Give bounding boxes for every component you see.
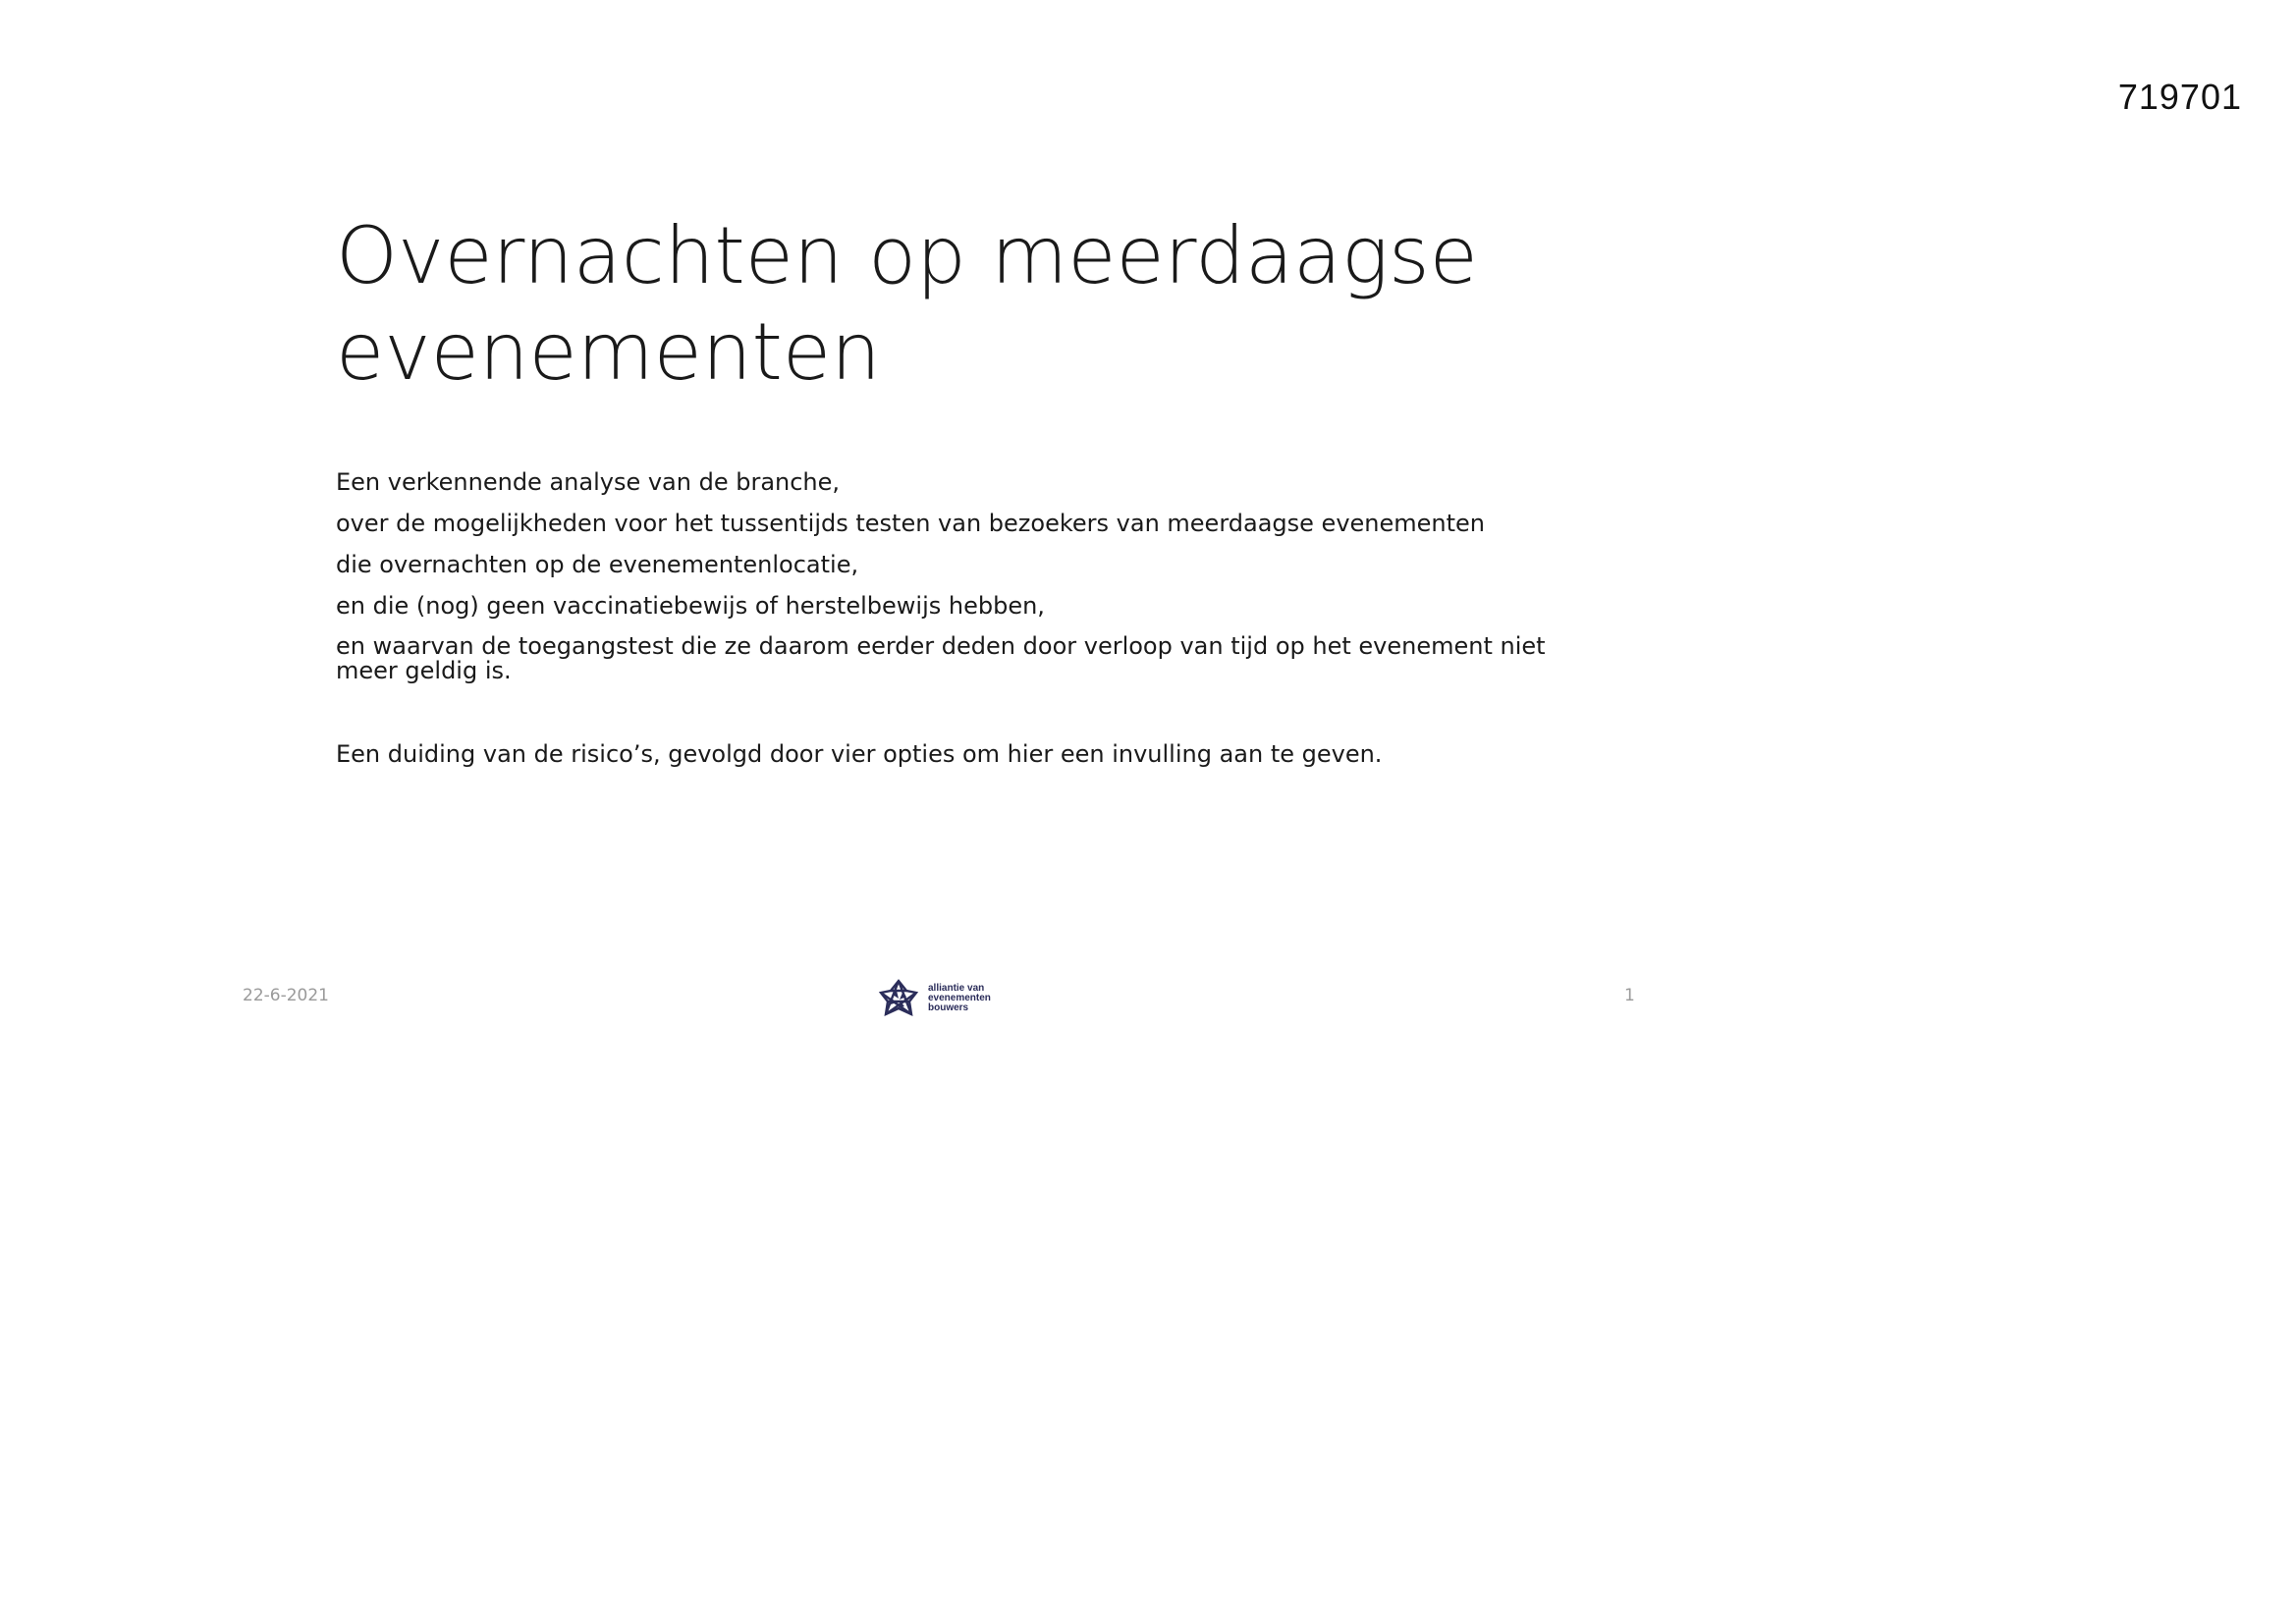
body-line: Een verkennende analyse van de branche,: [336, 468, 841, 496]
slide-title-line: evenementen: [336, 306, 881, 398]
footer-logo: [877, 977, 991, 1020]
slide-body: [336, 461, 1613, 683]
body-line: meer geldig is.: [336, 657, 512, 684]
logo-text-line: alliantie van: [928, 983, 985, 994]
slide-title: [336, 208, 1613, 401]
footer-page-number: 1: [1624, 986, 1635, 1005]
logo-text-line: bouwers: [928, 1002, 969, 1013]
logo-text-line: evenementen: [928, 993, 991, 1003]
star-lattice-logo-icon: [877, 977, 920, 1020]
slide-title-line: Overnachten op meerdaagse: [336, 210, 1478, 301]
footer-date: 22-6-2021: [243, 986, 329, 1005]
document-id: 719701: [2117, 77, 2242, 117]
body-line: die overnachten op de evenementenlocatie,: [336, 551, 859, 578]
body-line: en die (nog) geen vaccinatiebewijs of herstelbewijs hebben,: [336, 592, 1045, 620]
closing-line: Een duiding van de risico’s, gevolgd door vier opties om hier een invulling aan te geven.: [336, 740, 1383, 768]
body-line: over de mogelijkheden voor het tussentijds testen van bezoekers van meerdaagse evenementen: [336, 510, 1485, 537]
logo-wordmark: [928, 984, 991, 1013]
body-line: en waarvan de toegangstest die ze daarom eerder deden door verloop van tijd op het evenement niet: [336, 632, 1546, 660]
